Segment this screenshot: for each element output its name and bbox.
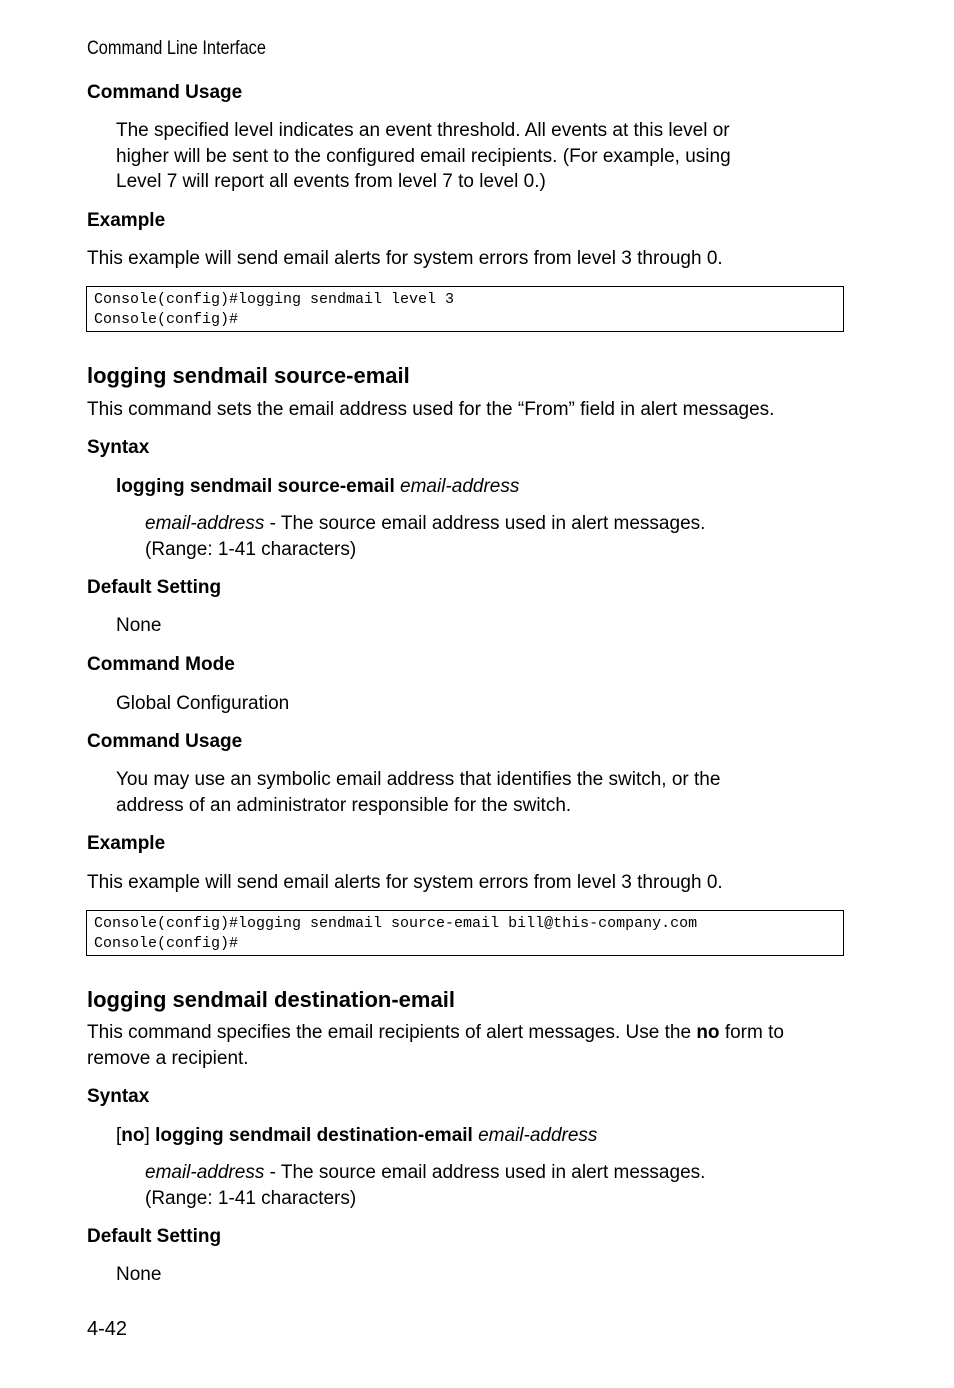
parameter-description: [145, 511, 705, 562]
page-number: 4-42: [87, 1318, 128, 1340]
running-header: Command Line Interface: [87, 38, 266, 59]
command-usage-heading: Command Usage: [87, 82, 243, 103]
command-usage-heading: Command Usage: [87, 731, 243, 752]
default-setting-value: None: [116, 1264, 162, 1285]
no-keyword: no: [121, 1125, 145, 1146]
code-line: Console(config)#: [94, 310, 239, 328]
description-text: remove a recipient.: [87, 1047, 249, 1069]
example-heading: Example: [87, 833, 166, 854]
syntax-line: [116, 1123, 597, 1149]
code-block: [86, 910, 844, 956]
default-setting-value: None: [116, 615, 162, 636]
section-title-destination-email: logging sendmail destination-email: [87, 987, 455, 1012]
code-block: [86, 286, 844, 332]
parameter-name: email-address: [145, 1162, 265, 1183]
code-line: Console(config)#logging sendmail source-email bill@this-company.com: [94, 915, 698, 932]
usage-line: Level 7 will report all events from level 7 to level 0.): [116, 171, 546, 192]
usage-line: address of an administrator responsible for the switch.: [116, 794, 572, 816]
command-usage-text: [116, 767, 720, 818]
bracket: ]: [144, 1125, 156, 1146]
usage-line: higher will be sent to the configured email recipients. (For example, using: [116, 145, 731, 167]
syntax-command: logging sendmail source-email: [116, 476, 395, 497]
syntax-command: logging sendmail destination-email: [155, 1125, 473, 1146]
command-usage-text: [116, 118, 731, 195]
bracket: [: [116, 1125, 122, 1146]
code-line: Console(config)#: [94, 934, 239, 952]
syntax-line: [116, 474, 519, 500]
section-description: This command sets the email address used for the “From” field in alert messages.: [87, 399, 775, 420]
default-setting-heading: Default Setting: [87, 577, 222, 598]
syntax-heading: Syntax: [87, 1086, 150, 1107]
parameter-text: - The source email address used in alert messages.: [264, 513, 706, 534]
syntax-heading: Syntax: [87, 437, 150, 458]
example-text: This example will send email alerts for system errors from level 3 through 0.: [87, 872, 723, 893]
usage-line: You may use an symbolic email address that identifies the switch, or the: [116, 769, 721, 790]
description-text: This command specifies the email recipients of alert messages. Use the: [87, 1022, 697, 1043]
usage-line: The specified level indicates an event threshold. All events at this level or: [116, 120, 730, 141]
default-setting-heading: Default Setting: [87, 1226, 222, 1247]
parameter-range: (Range: 1-41 characters): [145, 538, 357, 560]
section-description: [87, 1020, 784, 1071]
parameter-range: (Range: 1-41 characters): [145, 1187, 357, 1209]
no-keyword: no: [696, 1022, 720, 1043]
section-title-source-email: logging sendmail source-email: [87, 363, 410, 388]
example-text: This example will send email alerts for system errors from level 3 through 0.: [87, 248, 723, 269]
parameter-text: - The source email address used in alert messages.: [264, 1162, 706, 1183]
description-text: form to: [719, 1022, 784, 1043]
syntax-parameter: email-address: [478, 1125, 598, 1146]
syntax-parameter: email-address: [400, 476, 520, 497]
code-line: Console(config)#logging sendmail level 3: [94, 291, 455, 308]
command-mode-heading: Command Mode: [87, 654, 235, 675]
command-mode-value: Global Configuration: [116, 693, 290, 714]
parameter-name: email-address: [145, 513, 265, 534]
parameter-description: [145, 1160, 705, 1211]
example-heading: Example: [87, 210, 166, 231]
